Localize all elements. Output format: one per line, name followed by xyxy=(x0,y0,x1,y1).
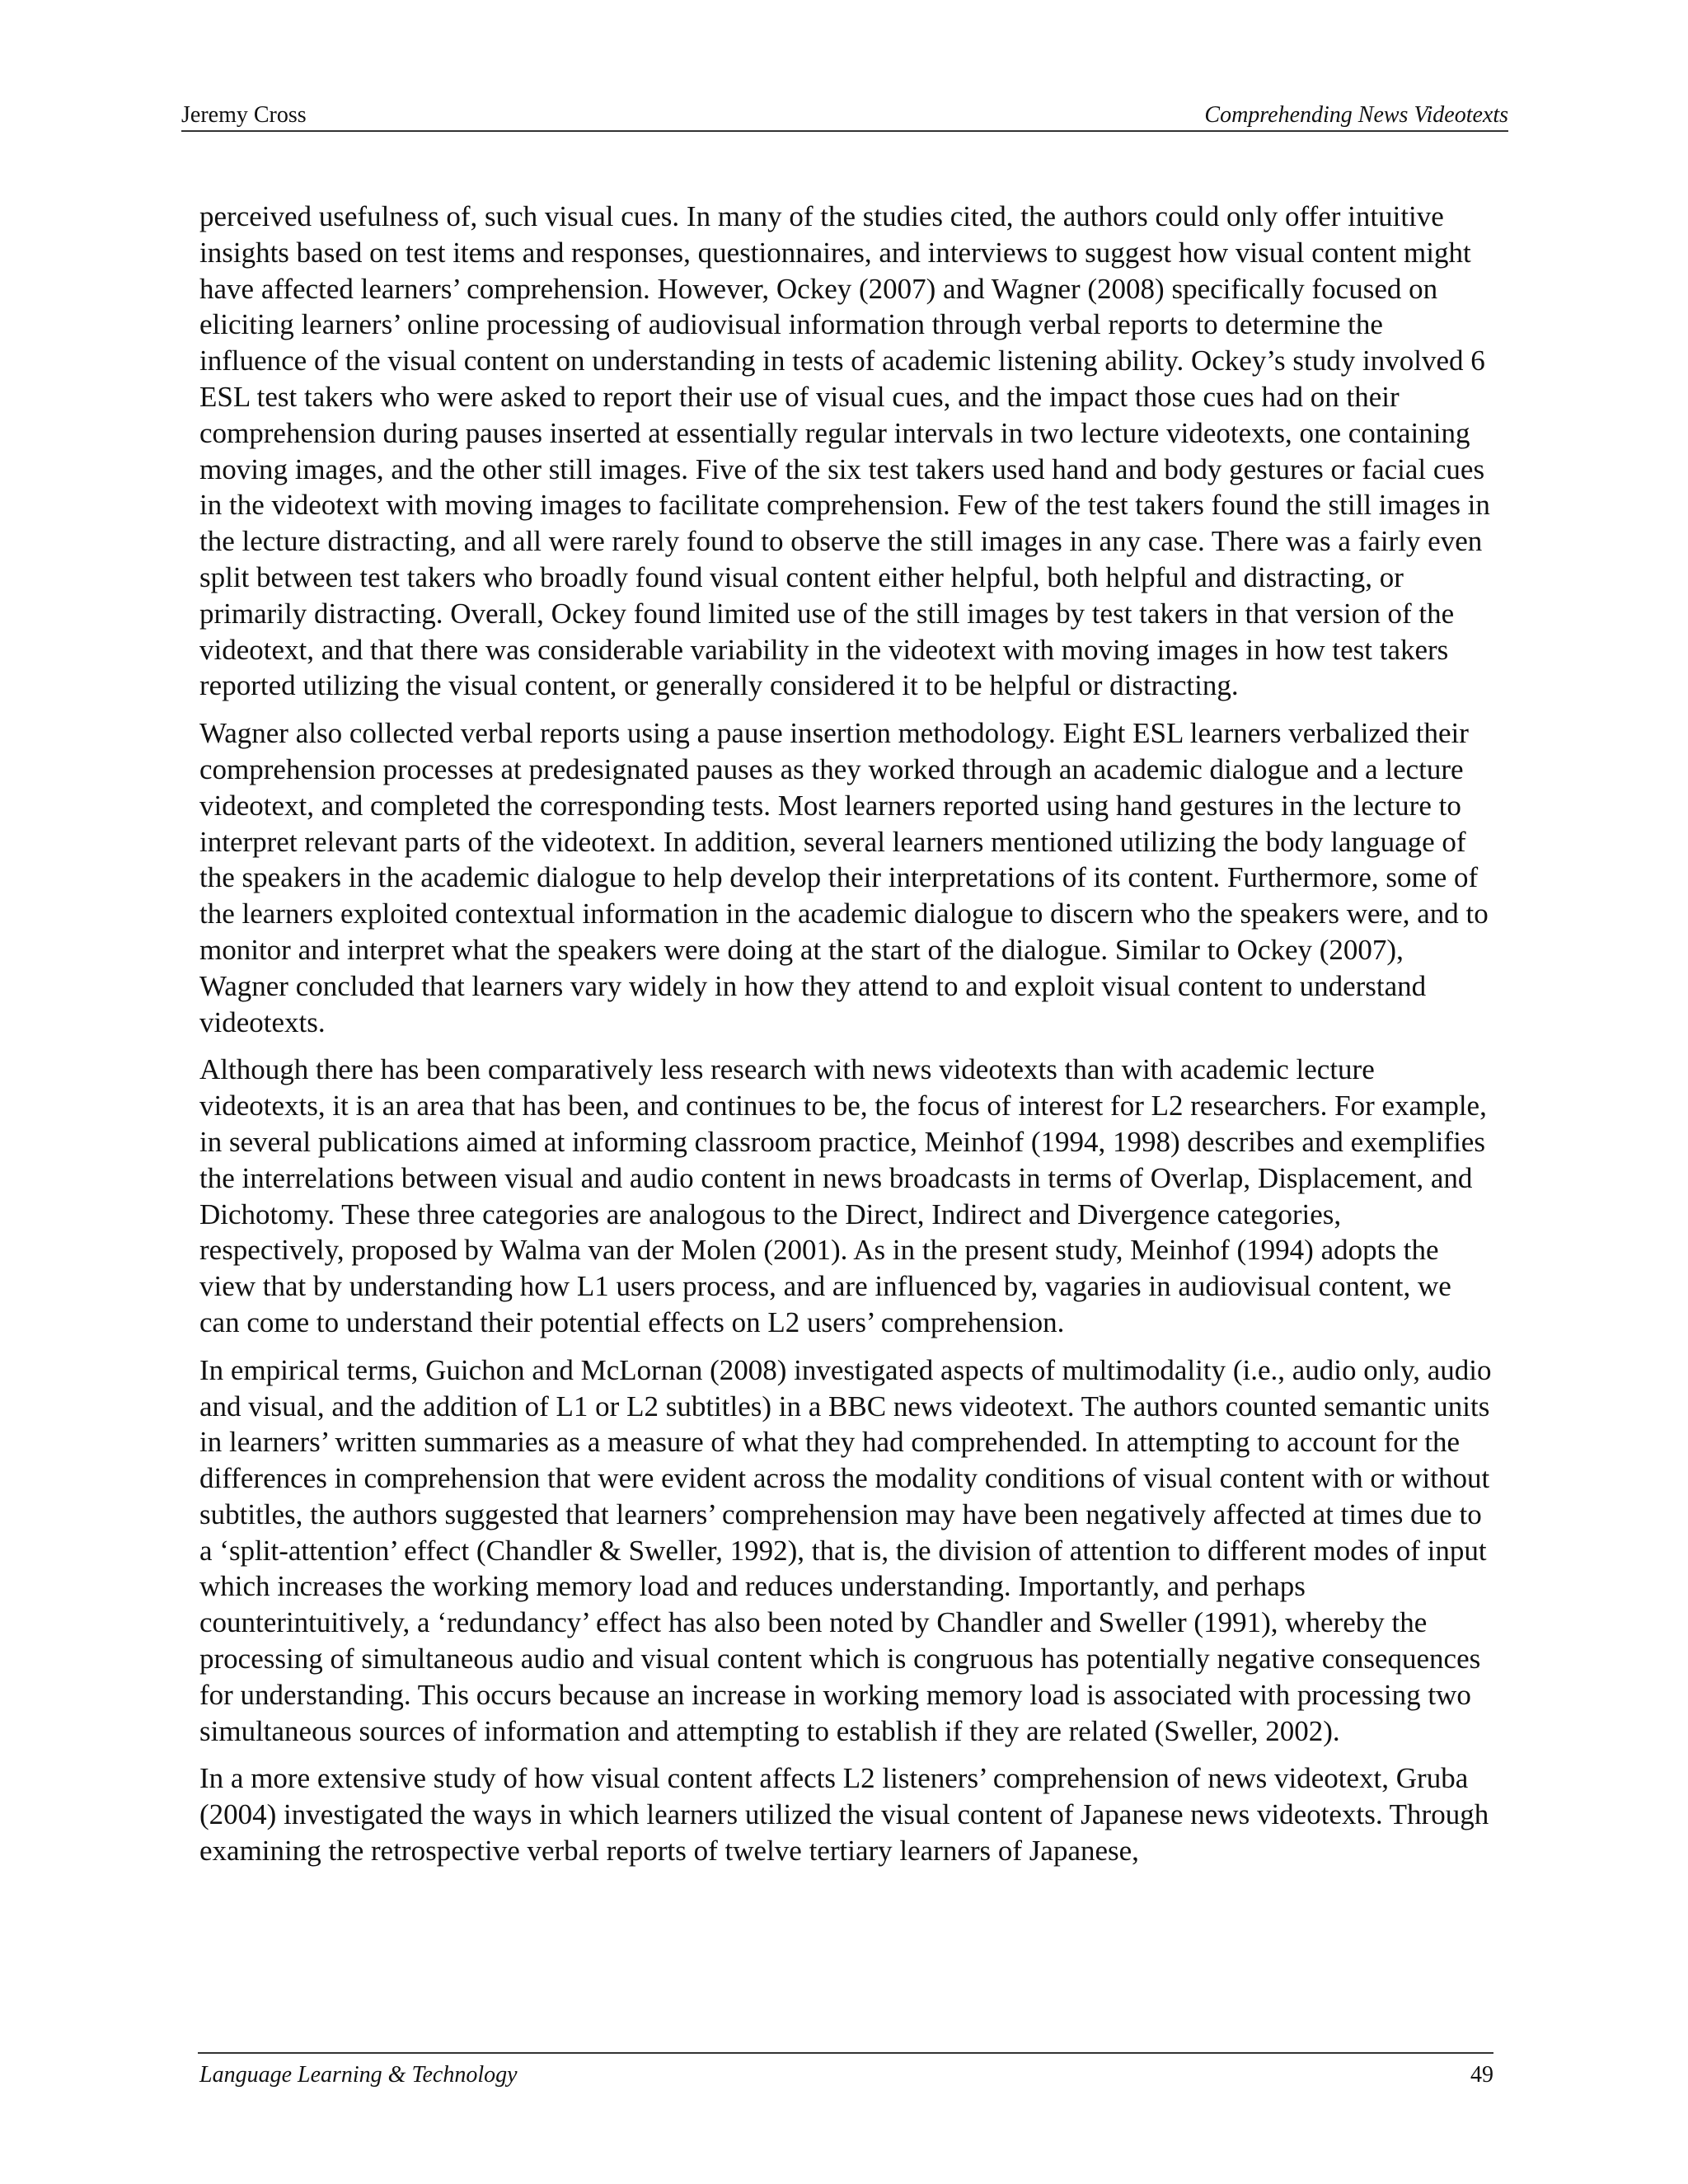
body-paragraph: Wagner also collected verbal reports using a pause insertion methodology. Eight ESL learners verbalized their comprehension processes at predesignated pauses as they worked through an academic dialogue and a lecture videotext, and completed the corresponding tests. Most learners reported using hand gestures in the lecture to interpret relevant parts of the videotext. In addition, several learners mentioned utilizing the body language of the speakers in the academic dialogue to help develop their interpretations of its content. Furthermore, some of the learners exploited contextual information in the academic dialogue to discern who the speakers were, and to monitor and interpret what the speakers were doing at the start of the dialogue. Similar to Ockey (2007), Wagner concluded that learners vary widely in how they attend to and exploit visual content to understand videotexts. xyxy=(199,717,1489,1038)
article-body xyxy=(199,199,1492,1881)
header-author: Jeremy Cross xyxy=(181,102,307,128)
header-running-title: Comprehending News Videotexts xyxy=(1204,102,1508,128)
body-paragraph: perceived usefulness of, such visual cues. In many of the studies cited, the authors could only offer intuitive insights based on test items and responses, questionnaires, and interviews to suggest how visual content might have affected learners’ comprehension. However, Ockey (2007) and Wagner (2008) specifically focused on eliciting learners’ online processing of audiovisual information through verbal reports to determine the influence of the visual content on understanding in tests of academic listening ability. Ockey’s study involved 6 ESL test takers who were asked to report their use of visual cues, and the impact those cues had on their comprehension during pauses inserted at essentially regular intervals in two lecture videotexts, one containing moving images, and the other still images. Five of the six test takers used hand and body gestures or facial cues in the videotext with moving images to facilitate comprehension. Few of the test takers found the still images in the lecture distracting, and all were rarely found to observe the still images in any case. There was a fairly even split between test takers who broadly found visual content either helpful, both helpful and distracting, or primarily distracting. Overall, Ockey found limited use of the still images by test takers in that version of the videotext, and that there was considerable variability in the videotext with moving images in how test takers reported utilizing the visual content, or generally considered it to be helpful or distracting. xyxy=(199,200,1490,702)
running-footer xyxy=(198,2052,1493,2095)
footer-journal-name: Language Learning & Technology xyxy=(199,2062,518,2088)
body-paragraph: Although there has been comparatively less research with news videotexts than with academic lecture videotexts, it is an area that has been, and continues to be, the focus of interest for L2 researchers. For example, in several publications aimed at informing classroom practice, Meinhof (1994, 1998) describes and exemplifies the interrelations between visual and audio content in news broadcasts in terms of Overlap, Displacement, and Dichotomy. These three categories are analogous to the Direct, Indirect and Divergence categories, respectively, proposed by Walma van der Molen (2001). As in the present study, Meinhof (1994) adopts the view that by understanding how L1 users process, and are influenced by, vagaries in audiovisual content, we can come to understand their potential effects on L2 users’ comprehension. xyxy=(199,1053,1487,1338)
body-paragraph: In empirical terms, Guichon and McLornan (2008) investigated aspects of multimodality (i.e., audio only, audio and visual, and the addition of L1 or L2 subtitles) in a BBC news videotext. The authors counted semantic units in learners’ written summaries as a measure of what they had comprehended. In attempting to account for the differences in comprehension that were evident across the modality conditions of visual content with or without subtitles, the authors suggested that learners’ comprehension may have been negatively affected at times due to a ‘split-attention’ effect (Chandler & Sweller, 1992), that is, the division of attention to different modes of input which increases the working memory load and reduces understanding. Importantly, and perhaps counterintuitively, a ‘redundancy’ effect has also been noted by Chandler and Sweller (1991), whereby the processing of simultaneous audio and visual content which is congruous has potentially negative consequences for understanding. This occurs because an increase in working memory load is associated with processing two simultaneous sources of information and attempting to establish if they are related (Sweller, 2002). xyxy=(199,1353,1492,1747)
running-header xyxy=(181,97,1508,132)
page-number: 49 xyxy=(1470,2062,1493,2088)
body-paragraph: In a more extensive study of how visual content affects L2 listeners’ comprehension of news videotext, Gruba (2004) investigated the ways in which learners utilized the visual content of Japanese news videotexts. Through examining the retrospective verbal reports of twelve tertiary learners of Japanese, xyxy=(199,1762,1489,1868)
